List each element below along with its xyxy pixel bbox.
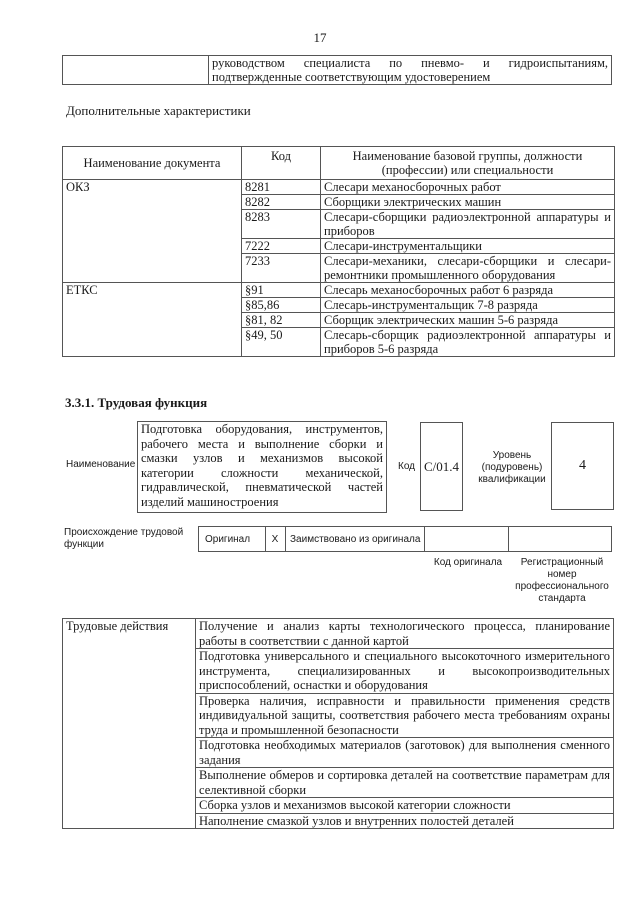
doc-cell	[63, 239, 242, 254]
code-cell: §49, 50	[242, 328, 321, 357]
doc-cell: ЕТКС	[63, 283, 242, 298]
code-cell: 8282	[242, 195, 321, 210]
table-row	[63, 328, 615, 357]
table-row	[63, 619, 614, 649]
name-cell: Слесари-инструментальщики	[321, 239, 615, 254]
doc-cell	[63, 328, 242, 357]
header-code: Код	[242, 147, 321, 180]
code-original-cell	[425, 526, 509, 552]
doc-cell	[63, 313, 242, 328]
code-cell: §81, 82	[242, 313, 321, 328]
code-original-label: Код оригинала	[433, 557, 503, 568]
table-header-row	[63, 147, 615, 180]
labor-action-item: Выполнение обмеров и сортировка деталей на соответствие параметрам для селективной сборки	[196, 768, 614, 798]
doc-cell	[63, 210, 242, 239]
additional-characteristics-table	[62, 146, 615, 357]
labor-action-item: Получение и анализ карты технологического процесса, планирование работы в соответствии с данной картой	[196, 619, 614, 649]
level-label: Уровень (подуровень) квалификации	[478, 450, 546, 485]
qualification-table-fragment	[62, 55, 612, 85]
original-mark: X	[265, 526, 286, 552]
labor-action-item: Подготовка универсального и специального высокоточного измерительного инструмента, специализированных и высокопроизводительных приспособлений, оснастки и оборудования	[196, 649, 614, 694]
doc-cell	[63, 298, 242, 313]
section-heading: 3.3.1. Трудовая функция	[65, 395, 208, 410]
name-label: Наименование	[66, 459, 136, 470]
labor-actions-label: Трудовые действия	[63, 619, 196, 829]
labor-action-item: Сборка узлов и механизмов высокой категории сложности	[196, 798, 614, 814]
reg-number-label: Регистрационный номер профессионального стандарта	[515, 557, 609, 604]
name-cell: Сборщики электрических машин	[321, 195, 615, 210]
labor-action-item: Проверка наличия, исправности и правильности применения средств индивидуальной защиты, соответствия рабочего места требованиям охраны труда и промышленной безопасности	[196, 693, 614, 738]
function-name-box: Подготовка оборудования, инструментов, рабочего места и выполнение сборки и смазки узлов и механизмов высокой категории сложности механической, гидравлической, пневматической частей изделий машиностроения	[137, 421, 387, 513]
table-row	[63, 298, 615, 313]
reg-number-cell	[509, 526, 612, 552]
code-label: Код	[398, 461, 416, 472]
borrowed-cell: Заимствовано из оригинала	[286, 526, 425, 552]
origin-label: Происхождение трудовой функции	[64, 527, 184, 550]
name-cell: Слесарь-инструментальщик 7-8 разряда	[321, 298, 615, 313]
code-cell: 8283	[242, 210, 321, 239]
table-row	[63, 313, 615, 328]
name-cell: Слесарь механосборочных работ 6 разряда	[321, 283, 615, 298]
name-cell: Слесари-механики, слесари-сборщики и слесари-ремонтники промышленного оборудования	[321, 254, 615, 283]
empty-cell	[63, 56, 209, 85]
code-cell: 7222	[242, 239, 321, 254]
code-cell: §85,86	[242, 298, 321, 313]
table-row	[63, 210, 615, 239]
doc-cell	[63, 195, 242, 210]
header-doc: Наименование документа	[63, 147, 242, 180]
table-row	[63, 239, 615, 254]
doc-cell: ОКЗ	[63, 180, 242, 195]
labor-action-item: Наполнение смазкой узлов и внутренних полостей деталей	[196, 813, 614, 829]
name-cell: Слесарь-сборщик радиоэлектронной аппаратуры и приборов 5-6 разряда	[321, 328, 615, 357]
name-cell: Слесари механосборочных работ	[321, 180, 615, 195]
origin-row	[198, 526, 612, 552]
name-cell: Слесари-сборщики радиоэлектронной аппаратуры и приборов	[321, 210, 615, 239]
function-code: C/01.4	[420, 422, 463, 511]
table-row	[63, 283, 615, 298]
name-cell: Сборщик электрических машин 5-6 разряда	[321, 313, 615, 328]
qualification-text: руководством специалиста по пневмо- и гидроиспытаниям, подтвержденные соответствующим удостоверением	[209, 56, 612, 85]
table-row	[63, 254, 615, 283]
doc-cell	[63, 254, 242, 283]
code-cell: 8281	[242, 180, 321, 195]
table-row	[63, 195, 615, 210]
header-name: Наименование базовой группы, должности (профессии) или специальности	[321, 147, 615, 180]
page-number: 17	[313, 30, 327, 45]
original-cell: Оригинал	[198, 526, 266, 552]
code-cell: §91	[242, 283, 321, 298]
table-row	[63, 180, 615, 195]
qualification-level: 4	[551, 422, 614, 510]
labor-actions-table	[62, 618, 614, 829]
labor-action-item: Подготовка необходимых материалов (заготовок) для выполнения сменного задания	[196, 738, 614, 768]
additional-characteristics-title: Дополнительные характеристики	[66, 103, 251, 118]
code-cell: 7233	[242, 254, 321, 283]
